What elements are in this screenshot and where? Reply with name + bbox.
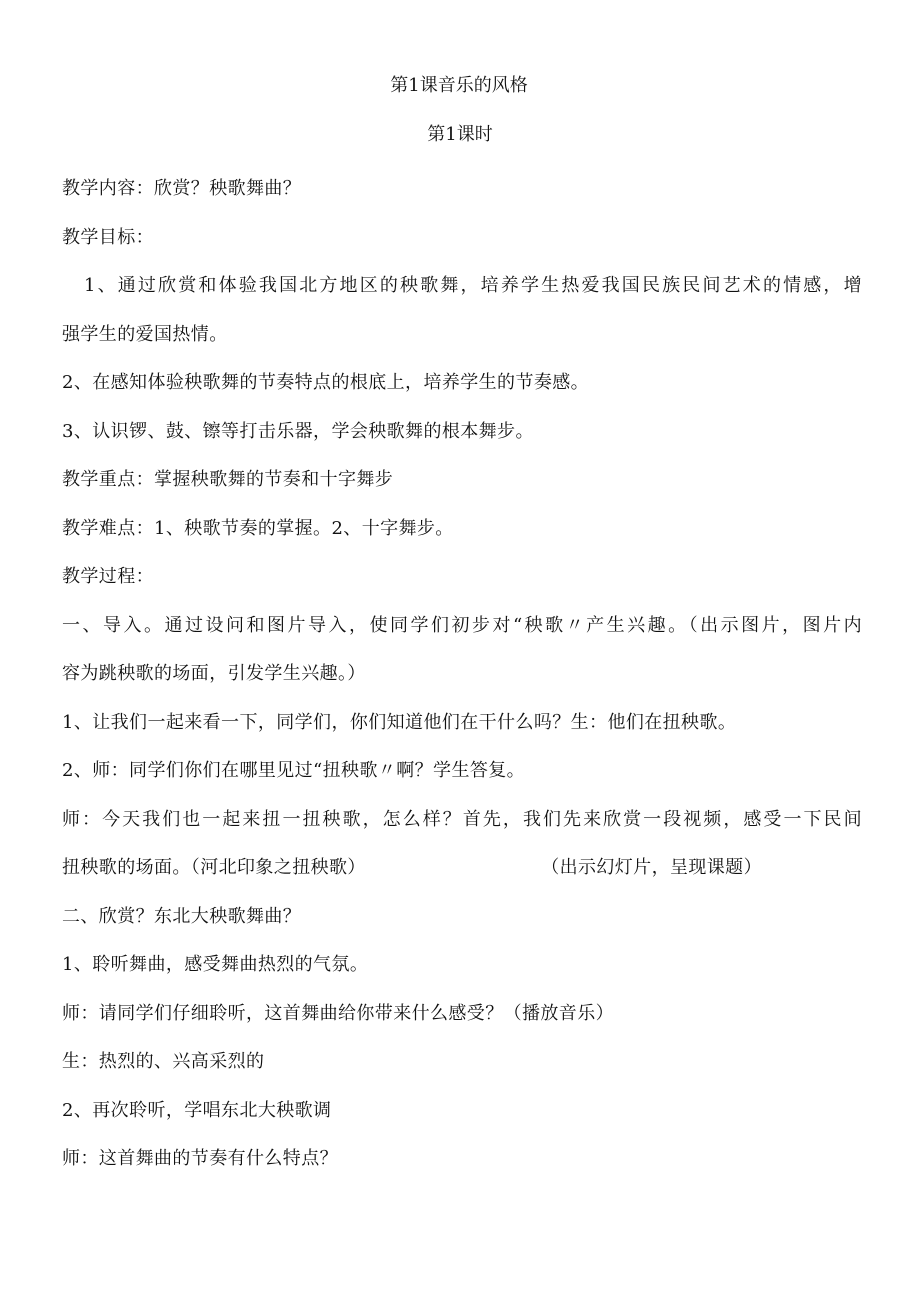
- paragraph-line: 二、欣赏？东北大秧歌舞曲？: [62, 905, 302, 927]
- document-body: [62, 165, 862, 1184]
- paragraph-line: [62, 844, 762, 893]
- paragraph-line: 2、再次聆听，学唱东北大秧歌调: [62, 1099, 332, 1121]
- paragraph-line: 教学重点：掌握秧歌舞的节奏和十字舞步: [62, 469, 394, 490]
- paragraph-line: 师：请同学们仔细聆听，这首舞曲给你带来什么感受？（播放音乐）: [62, 1002, 614, 1024]
- paragraph-line: 教学内容：欣赏？秧歌舞曲？: [62, 178, 302, 199]
- paragraph-line: 教学难点：1、秧歌节奏的掌握。2、十字舞步。: [62, 517, 454, 539]
- paragraph-line: 2、师：同学们你们在哪里见过“扭秧歌〃啊？学生答复。: [62, 760, 526, 781]
- paragraph-line: 2、在感知体验秧歌舞的节奏特点的根底上，培养学生的节奏感。: [62, 372, 590, 393]
- paragraph-line: 教学过程：: [62, 566, 154, 587]
- paragraph-line: 生：热烈的、兴高采烈的: [62, 1051, 265, 1072]
- paragraph-line: 师：今天我们也一起来扭一扭秧歌，怎么样？首先，我们先来欣赏一段视频，感受一下民间: [62, 808, 862, 830]
- paragraph-line: 一、导入。通过设问和图片导入，使同学们初步对“秧歌〃产生兴趣。（出示图片，图片内: [62, 614, 862, 636]
- document-subtitle: 第1课时: [427, 124, 493, 145]
- paragraph-line: 教学目标：: [62, 226, 154, 248]
- paragraph-line: 3、认识锣、鼓、镲等打击乐器，学会秧歌舞的根本舞步。: [62, 420, 534, 442]
- paragraph-line: 1、通过欣赏和体验我国北方地区的秧歌舞，培养学生热爱我国民族民间艺术的情感，增: [84, 275, 862, 296]
- paragraph-text: （出示幻灯片，呈现课题）: [541, 857, 762, 878]
- paragraph-line: 容为跳秧歌的场面，引发学生兴趣。）: [62, 663, 366, 684]
- paragraph-text: 扭秧歌的场面。（河北印象之扭秧歌）: [62, 857, 366, 878]
- paragraph-line: 师：这首舞曲的节奏有什么特点？: [62, 1148, 338, 1169]
- paragraph-line: 1、聆听舞曲，感受舞曲热烈的气氛。: [62, 954, 369, 975]
- paragraph-line: 1、让我们一起来看一下，同学们，你们知道他们在干什么吗？生：他们在扭秧歌。: [62, 711, 737, 733]
- document-title: 第1课音乐的风格: [390, 75, 528, 96]
- paragraph-line: 强学生的爱国热情。: [62, 323, 228, 345]
